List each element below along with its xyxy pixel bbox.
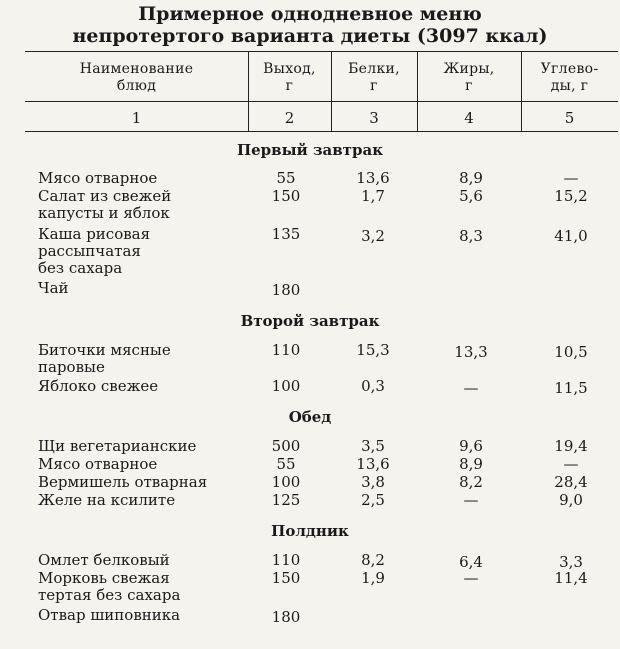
header-protein [331, 61, 417, 95]
carbs-cell: — [563, 169, 579, 187]
header-name [25, 61, 248, 95]
output-cell: 180 [271, 281, 301, 299]
header-carbs-line2: ды, г [550, 78, 589, 94]
dish-name-line: Чай [38, 279, 69, 297]
fat-cell: — [463, 569, 479, 587]
section-title-afternoon-snack: Полдник [271, 522, 349, 540]
section-title-breakfast-2: Второй завтрак [240, 312, 380, 330]
protein-cell: 15,3 [356, 341, 390, 359]
header-output-line1: Выход, [263, 61, 316, 77]
output-cell: 125 [271, 491, 301, 509]
dish-name [38, 438, 248, 455]
dish-name-line: Щи вегетарианские [38, 437, 197, 455]
header-name-line2: блюд [116, 78, 157, 94]
output-cell: 55 [276, 455, 296, 473]
header-fat-line1: Жиры, [443, 61, 495, 77]
dish-name [38, 378, 248, 395]
carbs-cell: 11,5 [554, 379, 588, 397]
dish-name [38, 280, 248, 297]
dish-name-line: Желе на ксилите [38, 491, 176, 509]
carbs-cell: 19,4 [554, 437, 588, 455]
dish-name-line: капусты и яблок [38, 204, 170, 222]
fat-cell: 9,6 [459, 437, 483, 455]
dish-name-line: без сахара [38, 259, 123, 277]
dish-name [38, 456, 248, 473]
carbs-cell: 15,2 [554, 187, 588, 205]
header-output [248, 61, 331, 95]
header-name-line1: Наименование [79, 61, 194, 77]
dish-name [38, 226, 248, 277]
header-protein-line2: г [370, 78, 378, 94]
section-title-breakfast-1: Первый завтрак [236, 141, 384, 159]
fat-cell: 6,4 [459, 553, 483, 571]
carbs-cell: 10,5 [554, 343, 588, 361]
header-output-line2: г [285, 78, 294, 94]
dish-name [38, 474, 248, 491]
output-cell: 100 [271, 473, 301, 491]
dish-name [38, 188, 248, 222]
dish-name-line: паровые [38, 358, 105, 376]
page-title: Примерное однодневное меню [138, 3, 482, 25]
fat-cell: 8,9 [459, 455, 483, 473]
dish-name [38, 342, 248, 376]
page-subtitle: непротертого варианта диеты (3097 ккал) [72, 25, 548, 47]
fat-cell: — [463, 491, 479, 509]
dish-name-line: Биточки мясные [38, 341, 171, 359]
carbs-cell: 3,3 [559, 553, 583, 571]
dish-name [38, 570, 248, 604]
output-cell: 110 [271, 341, 301, 359]
header-mid-rule [25, 101, 618, 102]
section-title-lunch: Обед [288, 408, 332, 426]
fat-cell: 8,3 [459, 227, 483, 245]
output-cell: 55 [276, 169, 296, 187]
protein-cell: 13,6 [356, 455, 390, 473]
column-number-3: 3 [369, 109, 379, 127]
dish-name-line: Отвар шиповника [38, 606, 181, 624]
protein-cell: 3,8 [361, 473, 385, 491]
column-number-5: 5 [564, 109, 575, 127]
protein-cell: 8,2 [361, 551, 385, 569]
dish-name-line: тертая без сахара [38, 586, 181, 604]
fat-cell: 8,2 [459, 473, 483, 491]
dish-name [38, 552, 248, 569]
output-cell: 150 [271, 569, 301, 587]
protein-cell: 2,5 [361, 491, 385, 509]
dish-name-line: Омлет белковый [38, 551, 170, 569]
protein-cell: 3,5 [361, 437, 385, 455]
dish-name [38, 607, 248, 624]
dish-name-line: рассыпчатая [38, 242, 141, 260]
dish-name-line: Каша рисовая [38, 225, 151, 243]
carbs-cell: 41,0 [554, 227, 588, 245]
dish-name [38, 170, 248, 187]
dish-name-line: Морковь свежая [38, 569, 170, 587]
header-bottom-rule [25, 131, 618, 132]
header-protein-line1: Белки, [348, 61, 400, 77]
dish-name-line: Яблоко свежее [38, 377, 159, 395]
output-cell: 100 [271, 377, 301, 395]
output-cell: 110 [271, 551, 301, 569]
output-cell: 500 [271, 437, 301, 455]
dish-name-line: Салат из свежей [38, 187, 172, 205]
dish-name [38, 492, 248, 509]
header-carbs-line1: Углево- [540, 61, 599, 77]
header-carbs [521, 61, 618, 95]
column-number-1: 1 [131, 109, 142, 127]
dish-name-line: Вермишель отварная [38, 473, 208, 491]
protein-cell: 3,2 [361, 227, 385, 245]
protein-cell: 0,3 [361, 377, 385, 395]
protein-cell: 13,6 [356, 169, 390, 187]
carbs-cell: 28,4 [554, 473, 588, 491]
protein-cell: 1,7 [361, 187, 385, 205]
output-cell: 180 [271, 608, 301, 626]
dish-name-line: Мясо отварное [38, 455, 158, 473]
column-number-2: 2 [284, 109, 295, 127]
table-top-rule [25, 51, 618, 52]
protein-cell: 1,9 [361, 569, 385, 587]
column-number-4: 4 [464, 109, 474, 127]
output-cell: 150 [271, 187, 301, 205]
dish-name-line: Мясо отварное [38, 169, 158, 187]
fat-cell: — [463, 379, 479, 397]
carbs-cell: — [563, 455, 579, 473]
output-cell: 135 [271, 225, 301, 243]
carbs-cell: 11,4 [554, 569, 588, 587]
header-fat [417, 61, 521, 95]
fat-cell: 5,6 [459, 187, 483, 205]
fat-cell: 13,3 [454, 343, 488, 361]
header-fat-line2: г [465, 78, 473, 94]
fat-cell: 8,9 [459, 169, 483, 187]
carbs-cell: 9,0 [559, 491, 583, 509]
